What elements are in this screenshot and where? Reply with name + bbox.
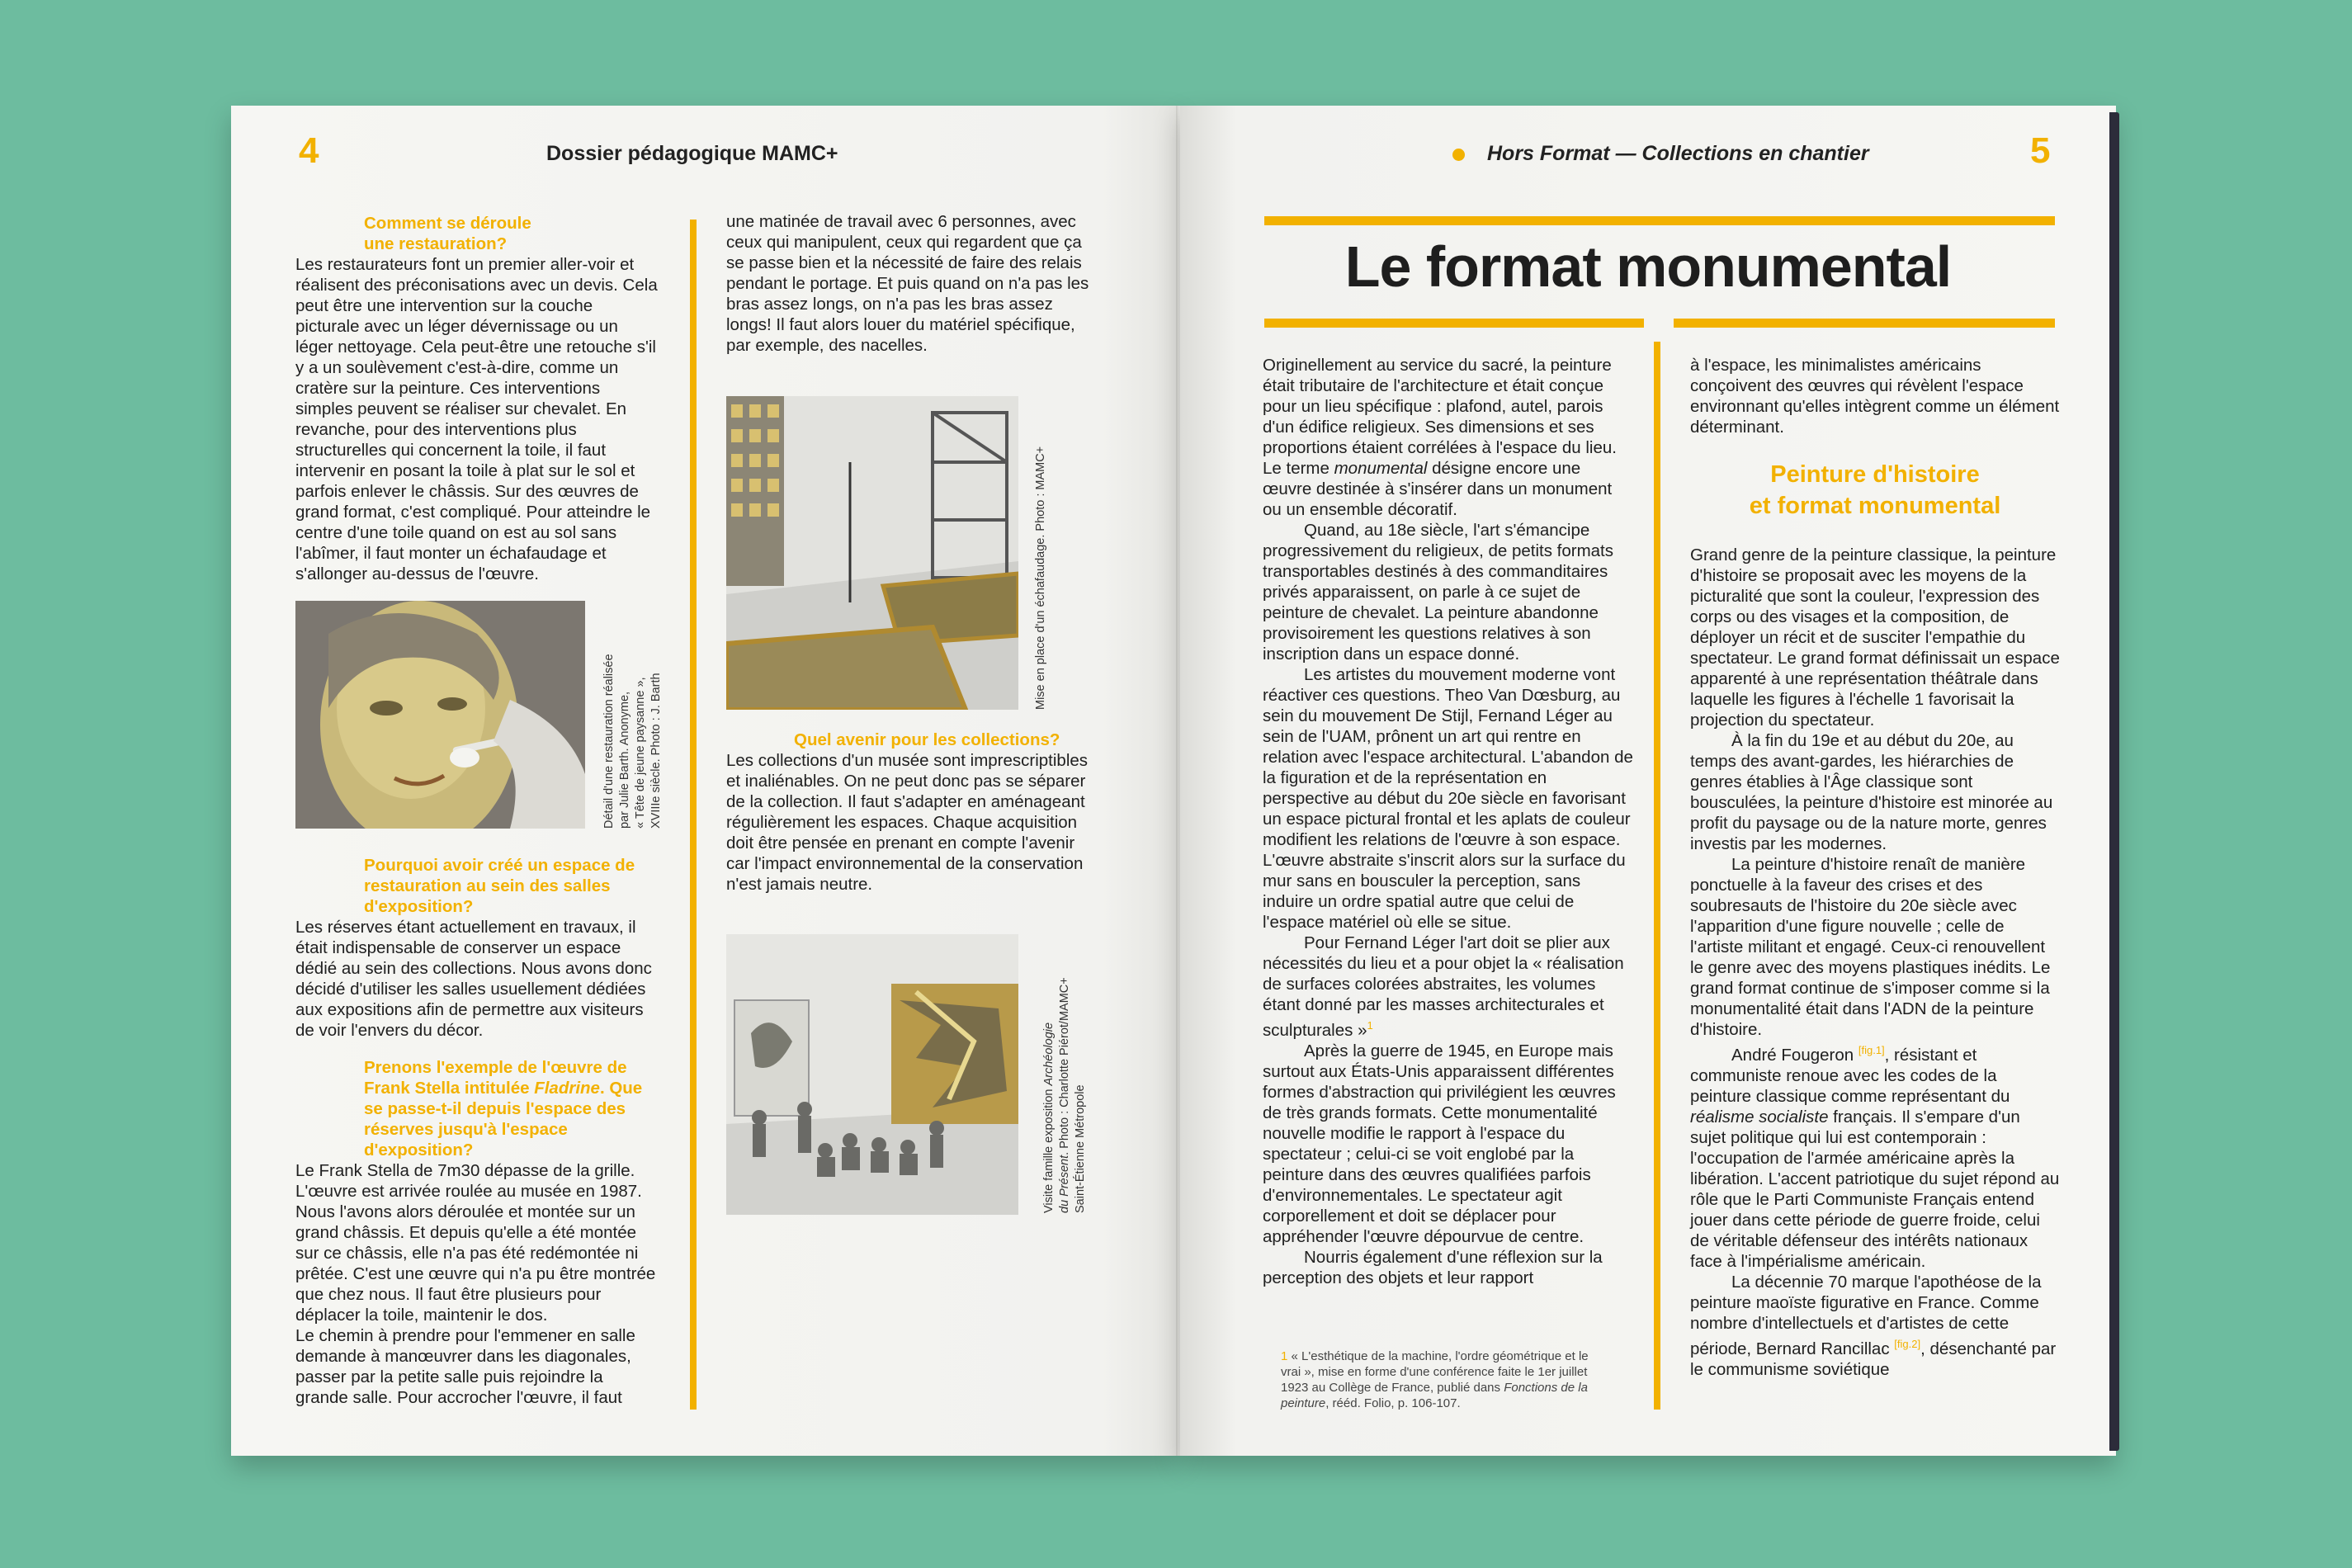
- right-page: [1180, 106, 2116, 1456]
- paragraph: Les restaurateurs font un premier aller-voir et réalisent des préconisations avec un devis. Cela peut être une intervention sur la couche picturale avec un léger dévernissage ou un léger nettoyage. Cela peut-être une retouche s'il y a un soulèvement c'est-à-dire, comme un cratère sur la peinture. Ces interventions simples peuvent se réaliser sur chevalet. En revanche, pour des interventions plus structurelles qui concernent la toile, il faut intervenir en posant la toile à plat sur le sol et parfois enlever le châssis. Sur des œuvres de grand format, c'est compliqué. Pour atteindre le centre d'une toile quand on est au sol sans l'abîmer, il faut monter un échafaudage et s'allonger au-dessus de l'œuvre.: [295, 255, 658, 583]
- figure-ref: [fig.1]: [1858, 1044, 1885, 1056]
- paragraph: Les réserves étant actuellement en travaux, il était indispensable de conserver un espace dédié au sein des collections. Nous avons donc décidé d'utiliser les salles usuellement dédiées aux expositions afin de permettre aux visiteurs de voir l'envers du décor.: [295, 918, 652, 1040]
- caption-line: Saint-Étienne Métropole: [1074, 1084, 1087, 1213]
- left-column-2: [726, 211, 1093, 356]
- artwork-title: Fladrine: [534, 1079, 600, 1098]
- photo-caption-1: [602, 654, 664, 829]
- right-column-2: [1690, 355, 2060, 1380]
- paragraph: [1690, 1272, 2060, 1380]
- paragraph: À la fin du 19e et au début du 20e, au temps des avant-gardes, les hiérarchies de genres établies à l'Âge classique sont bousculées, la peinture d'histoire est minorée au profit du paysage ou de la nature morte, genres investis par les modernes.: [1690, 731, 2053, 853]
- photo-caption-2: Mise en place d'un échafaudage. Photo : MAMC+: [1034, 446, 1047, 710]
- exhibition-visit-photo: [726, 934, 1018, 1215]
- caption-line: « Tête de jeune paysanne »,: [634, 677, 647, 829]
- caption-line: XVIIIe siècle. Photo : J. Barth: [649, 673, 663, 829]
- caption-text: . Photo : Charlotte Piérot/MAMC+: [1058, 977, 1071, 1155]
- text: , désenchanté par le communisme soviétique: [1690, 1339, 2057, 1379]
- text: désigne encore une œuvre destinée à s'insérer dans un monument ou un ensemble décoratif.: [1263, 459, 1613, 519]
- caption-line: par Julie Barth. Anonyme,: [618, 691, 631, 829]
- exhibition-title: du Présent: [1058, 1155, 1071, 1213]
- footnote: [1281, 1348, 1611, 1411]
- page-number-right: 5: [2030, 130, 2051, 171]
- title-rule-bottom-left: [1264, 319, 1644, 328]
- footnote-ref: 1: [1367, 1019, 1373, 1032]
- restoration-detail-photo: [295, 601, 585, 829]
- scaffolding-photo: [726, 396, 1018, 710]
- exhibition-title: Archéologie: [1042, 1022, 1056, 1086]
- book-title: Fonctions de la peinture: [1281, 1381, 1588, 1410]
- paragraph: Après la guerre de 1945, en Europe mais surtout aux États-Unis apparaissent différentes formes d'abstraction qui privilégient les œuvres de très grands formats. Cette monumentalité nouvelle modifie le rapport à l'espace du spectateur ; celui-ci se voit englobé par la peinture dans des œuvres qualifiées parfois d'environnementales. Le spectateur agit corporellement et doit se déplacer pour appréhender l'œuvre dépourvue de centre.: [1263, 1041, 1616, 1246]
- question-heading: Pourquoi avoir créé un espace de restauration au sein des salles d'exposition?: [364, 856, 635, 916]
- question-text: . Que se passe-t-il depuis l'espace des réserves jusqu'à l'espace d'exposition?: [364, 1079, 643, 1159]
- footnote-number: 1: [1281, 1349, 1288, 1363]
- left-column-1: [295, 213, 659, 584]
- text: Originellement au service du sacré, la peinture était tributaire de l'architecture et était conçue pour un lieu spécifique : plafond, autel, parois d'un édifice religieux. Ses dimensions et ses proportions étaient corrélées à l'espace du lieu. Le terme: [1263, 356, 1617, 478]
- footnote-text: , rééd. Folio, p. 106-107.: [1325, 1396, 1461, 1410]
- paragraph: Le chemin à prendre pour l'emmener en salle demande à manœuvrer dans les diagonales, passer par la petite salle puis rejoindre la grande salle. Pour accrocher l'œuvre, il faut: [295, 1326, 635, 1407]
- paragraph: [1263, 933, 1634, 1041]
- text: Pour Fernand Léger l'art doit se plier aux nécessités du lieu et a pour objet la « réalisation de surfaces colorées abstraites, les volumes étant donné par les masses architecturales et sculpturales »: [1263, 933, 1624, 1040]
- subhead-line: Peinture d'histoire: [1770, 461, 1980, 488]
- footnote-text: « L'esthétique de la machine, l'ordre géométrique et le vrai », mise en forme d'une conférence faite le 1er juillet 1923 au Collège de France, publié dans: [1281, 1349, 1589, 1395]
- right-column-1: [1263, 355, 1634, 1288]
- running-head-right: Hors Format — Collections en chantier: [1487, 142, 1869, 165]
- question-heading: [295, 1057, 645, 1160]
- caption-line: Détail d'une restauration réalisée: [602, 654, 616, 829]
- caption-line: [1041, 933, 1057, 1213]
- question-heading: Quel avenir pour les collections?: [794, 730, 1060, 749]
- text: , résistant et communiste renoue avec les codes de la peinture classique comme représentant du: [1690, 1045, 2010, 1106]
- subhead-line: et format monumental: [1749, 493, 2001, 519]
- paragraph: Grand genre de la peinture classique, la peinture d'histoire se proposait avec les moyens de la picturalité que sont la couleur, l'expression des corps ou des visages et la composition, de déployer un récit et de susciter l'empathie du spectateur. Le grand format définissait un espace apparenté à une représentation théâtrale dans laquelle les figures à l'échelle 1 favorisait la projection du spectateur.: [1690, 545, 2060, 730]
- text: français. Il s'empare d'un sujet politique qui lui est contemporain : l'occupation de l'armée américaine après la libération. L'accent patriotique du sujet répond au rôle que le Parti Communiste Français entend jouer dans cette période de guerre froide, celui de véritable défenseur des intérêts nationaux face à l'impérialisme américain.: [1690, 1107, 2060, 1271]
- page-number-left: 4: [299, 130, 319, 171]
- paragraph: Les collections d'un musée sont imprescriptibles et inaliénables. On ne peut donc pas se séparer de la collection. Il faut s'adapter en aménageant régulièrement les espaces. Chaque acquisition doit être pensée en prenant en compte l'avenir car l'impact environnemental de la conservation n'est jamais neutre.: [726, 751, 1089, 894]
- paragraph: à l'espace, les minimalistes américains conçoivent des œuvres qui révèlent l'espace environnant qu'elles intègrent comme un élément déterminant.: [1690, 356, 2060, 437]
- column-rule: [1654, 342, 1660, 1410]
- paragraph: Quand, au 18e siècle, l'art s'émancipe progressivement du religieux, de petits formats transportables destinés à des commanditaires privés apparaissent, on parle à ce sujet de peinture de chevalet. La peinture abandonne provisoirement les questions relatives à son inscription dans un espace donné.: [1263, 521, 1614, 664]
- paragraph: Nourris également d'une réflexion sur la perception des objets et leur rapport: [1263, 1247, 1603, 1287]
- page-stack-edge: [2109, 112, 2119, 1451]
- figure-ref: [fig.2]: [1894, 1337, 1921, 1350]
- emphasis: monumental: [1334, 459, 1428, 478]
- paragraph: une matinée de travail avec 6 personnes, avec ceux qui manipulent, ceux qui regardent que ça se passe bien et la nécessité de faire des relais pendant le portage. Et puis quand on n'a pas les bras assez longs, on n'a pas les bras assez longs! Il faut alors louer du matériel spécifique, par exemple, des nacelles.: [726, 212, 1089, 355]
- paragraph: Le Frank Stella de 7m30 dépasse de la grille. L'œuvre est arrivée roulée au musée en 1987. Nous l'avons alors déroulée et montée sur un grand châssis. Et depuis qu'elle a été montée sur ce châssis, elle n'a pas été redémontée ni prêtée. C'est une œuvre qui n'a pu être montrée que chez nous. Il faut être plusieurs pour déplacer la toile, maintenir le dos.: [295, 1161, 656, 1325]
- caption-line: [1057, 933, 1073, 1213]
- emphasis: réalisme socialiste: [1690, 1107, 1829, 1126]
- page-title: Le format monumental: [1344, 234, 1952, 299]
- photo-caption-3: [1041, 933, 1089, 1213]
- text: La décennie 70 marque l'apothéose de la peinture maoïste figurative en France. Comme nombre d'intellectuels et d'artistes de cette période, Bernard Rancillac: [1690, 1272, 2042, 1358]
- left-column-2-lower: [726, 730, 1093, 895]
- left-column-1-lower: [295, 855, 659, 1408]
- question-text: Prenons l'exemple de l'œuvre de Frank Stella intitulée: [364, 1058, 627, 1098]
- left-page: [231, 106, 1178, 1456]
- paragraph: Les artistes du mouvement moderne vont réactiver ces questions. Theo Van Dœsburg, au sein du mouvement De Stijl, Fernand Léger au sein de l'UAM, prônent un art qui rentre en relation avec l'espace architectural. L'abandon de la figuration et de la représentation en perspective au début du 20e siècle en favorisant un espace pictural frontal et les aplats de couleur modifient les relations de l'œuvre à son espace. L'œuvre abstraite s'inscrit alors sur la surface du mur sans en bousculer la perception, sans induire un ordre spatial autre que celui de l'espace matériel où elle se situe.: [1263, 665, 1633, 932]
- text: André Fougeron: [1731, 1045, 1858, 1065]
- paragraph: La peinture d'histoire renaît de manière ponctuelle à la faveur des crises et des soubresauts de l'histoire du 20e siècle avec l'apparition d'une figure nouvelle ; celle de l'artiste militant et engagé. Ceux-ci renouvellent le genre avec des moyens plastiques inédits. Le grand format continue de s'imposer comme si la monumentalité était dans l'ADN de la peinture d'histoire.: [1690, 855, 2051, 1039]
- title-rule-top: [1264, 216, 2055, 225]
- caption-text: Visite famille exposition: [1042, 1085, 1056, 1213]
- question-heading: Comment se déroule une restauration?: [364, 214, 531, 253]
- paragraph: [1263, 355, 1634, 520]
- title-rule-bottom-right: [1674, 319, 2055, 328]
- paragraph: [1690, 1040, 2060, 1272]
- running-head-left: Dossier pédagogique MAMC+: [546, 142, 838, 165]
- column-rule: [690, 220, 697, 1410]
- bullet-icon: [1452, 149, 1465, 161]
- section-subhead: [1690, 459, 2060, 522]
